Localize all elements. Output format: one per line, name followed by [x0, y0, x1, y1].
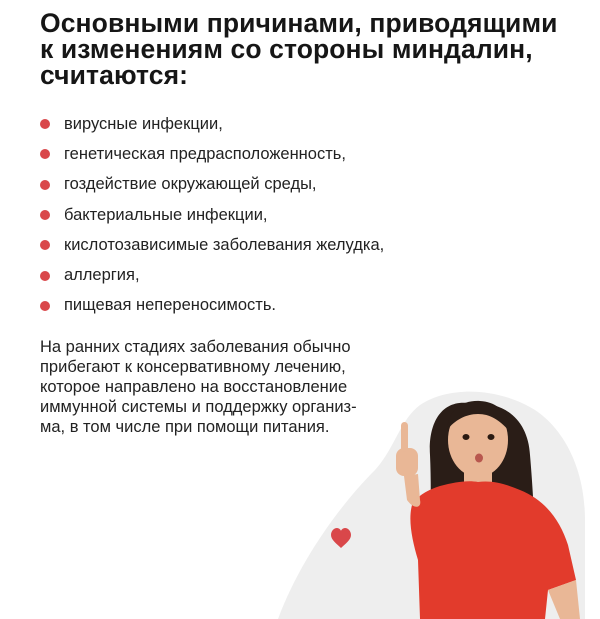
list-item-text: вирусные инфекции,	[64, 114, 223, 133]
mouth	[475, 454, 483, 463]
paragraph-line: ма, в том числе при помощи питания.	[40, 418, 330, 436]
eye-right	[488, 434, 495, 440]
list-item-text: аллергия,	[64, 266, 140, 285]
list-item-text: кислотозависимые заболевания желудка,	[64, 235, 385, 254]
heading-line: считаются:	[40, 60, 189, 90]
heading-line: Основными причинами, приводящими	[40, 8, 558, 38]
heading-line: к изменениям со стороны миндалин,	[40, 34, 533, 64]
eye-left	[463, 434, 470, 440]
paragraph-line: которое направлено на восстановление	[40, 378, 348, 396]
list-item-text: гоздействие окружающей среды,	[64, 175, 317, 194]
pointing-finger	[401, 422, 408, 452]
list-item-text: пищевая непереносимость.	[64, 296, 277, 315]
fist	[396, 448, 418, 476]
paragraph-line: На ранних стадиях заболевания обычно	[40, 338, 351, 356]
paragraph-line: иммунной системы и поддержку организ-	[40, 398, 357, 416]
paragraph-line: прибегают к консервативному лечению,	[40, 358, 346, 376]
list-item-text: бактериальные инфекции,	[64, 205, 268, 224]
list-item-text: генетическая предрасположенность,	[64, 144, 346, 163]
